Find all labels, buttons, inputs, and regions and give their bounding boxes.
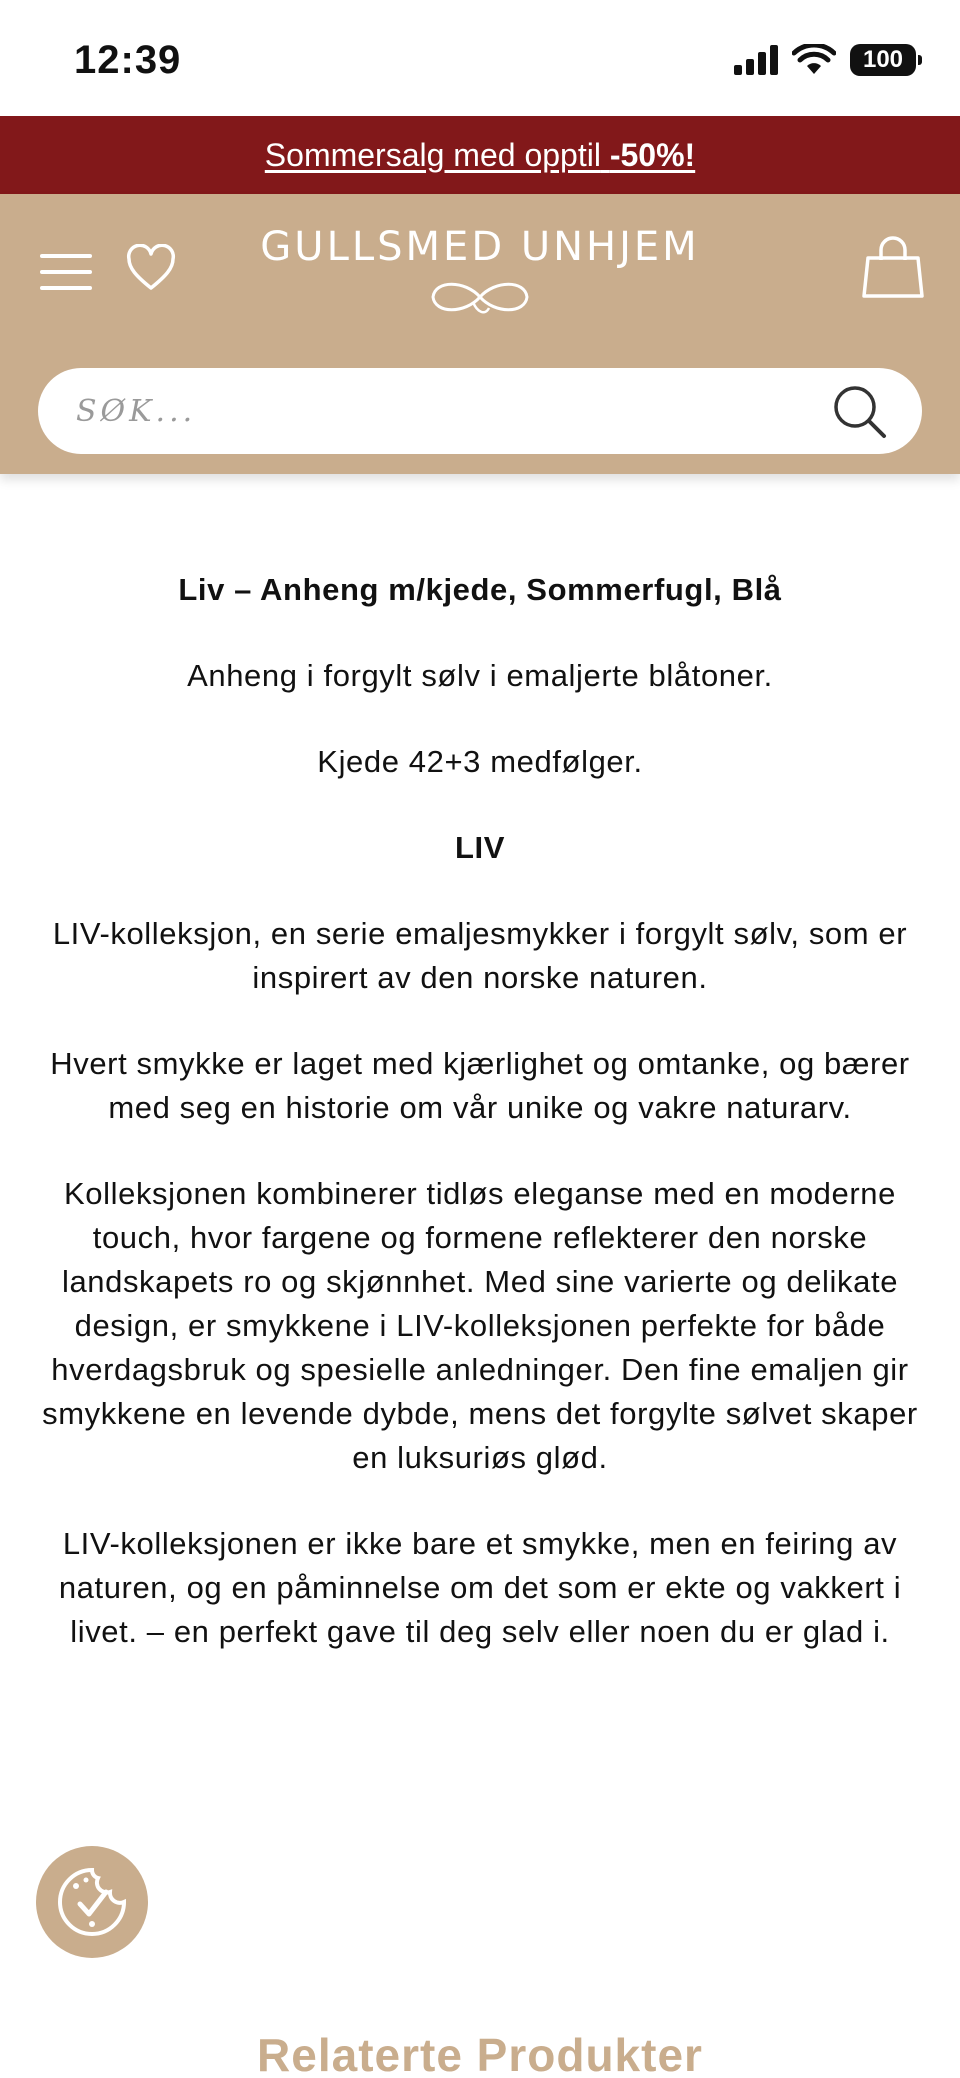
description-paragraph: Hvert smykke er laget med kjærlighet og omtanke, og bærer med seg en historie om vår unike og vakre naturarv. <box>50 1046 910 1125</box>
cookie-settings-button[interactable] <box>36 1846 148 1958</box>
promo-highlight: -50%! <box>609 136 696 173</box>
description-heading: LIV <box>454 830 506 865</box>
search-bar <box>38 368 922 454</box>
product-description <box>36 568 924 1696</box>
description-title: Liv – Anheng m/kjede, Sommerfugl, Blå <box>178 572 782 607</box>
description-paragraph: LIV-kolleksjon, en serie emaljesmykker i forgylt sølv, som er inspirert av den norske naturen. <box>52 916 908 995</box>
logo-swirl-icon <box>425 272 535 322</box>
logo-text: GULLSMED UNHJEM <box>260 224 700 270</box>
status-bar <box>0 0 960 116</box>
search-icon[interactable] <box>832 384 888 440</box>
site-header <box>0 194 960 474</box>
signal-icon <box>734 45 778 75</box>
status-icons <box>734 44 916 76</box>
description-paragraph: Kjede 42+3 medfølger. <box>317 744 643 779</box>
cookie-icon <box>52 1862 132 1942</box>
promo-link[interactable] <box>265 137 695 174</box>
description-paragraph: LIV-kolleksjonen er ikke bare et smykke, men en feiring av naturen, og en påminnelse om det som er ekte og vakkert i livet. – en perfekt gave til deg selv eller noen du er glad i. <box>58 1526 902 1649</box>
battery-icon: 100 <box>850 44 916 76</box>
promo-text: Sommersalg med opptil <box>264 136 601 173</box>
description-paragraph: Anheng i forgylt sølv i emaljerte blåtoner. <box>187 658 773 693</box>
wifi-icon <box>792 44 836 76</box>
status-time: 12:39 <box>74 38 182 82</box>
bag-icon[interactable] <box>862 234 924 300</box>
search-input[interactable] <box>76 368 836 454</box>
promo-banner[interactable] <box>0 116 960 194</box>
logo[interactable] <box>0 224 960 322</box>
related-products-title: Relaterte Produkter <box>257 2029 703 2078</box>
description-paragraph: Kolleksjonen kombinerer tidløs eleganse med en moderne touch, hvor fargene og formene reflekterer den norske landskapets ro og skjønnhet. Med sine varierte og delikate design, er smykkene i LIV-kolleksjonen perfekte for både hverdagsbruk og spesielle anledninger. Den fine emaljen gir smykkene en levende dybde, mens det forgylte sølvet skaper en luksuriøs glød. <box>42 1176 918 1475</box>
